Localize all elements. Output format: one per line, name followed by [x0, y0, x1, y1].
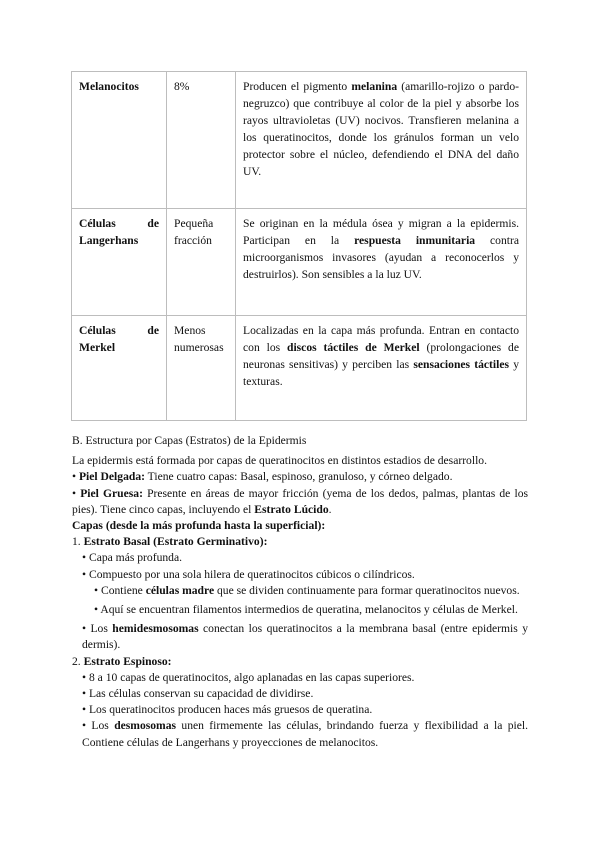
table-row — [72, 72, 527, 209]
list-item: • 8 a 10 capas de queratinocitos, algo aplanadas en las capas superiores. — [82, 670, 415, 684]
list-item: • Los hemidesmosomas conectan los queratinocitos a la membrana basal (entre epidermis y dermis). — [82, 622, 529, 652]
layers-heading: Capas (desde la más profunda hasta la superficial): — [72, 519, 326, 533]
list-item: • Aquí se encuentran filamentos intermedios de queratina, melanocitos y células de Merkel. — [94, 603, 518, 617]
table-row — [72, 209, 527, 316]
list-item: • Capa más profunda. — [82, 551, 183, 565]
list-item: • Los queratinocitos producen haces más gruesos de queratina. — [82, 703, 373, 717]
list-item: • Las células conservan su capacidad de dividirse. — [82, 687, 314, 701]
cell-description: Se originan en la médula ósea y migran a la epidermis. Participan en la respuesta inmunitaria contra microorganismos invasores (ayudan a reconocerlos y destruirlos). Son sensibles a la luz UV. — [236, 209, 527, 316]
cell-description: Localizadas en la capa más profunda. Entran en contacto con los discos táctiles de Merkel (prolongaciones de neuronas sensitivas) y perciben las sensaciones táctiles y texturas. — [236, 316, 527, 421]
list-item: • Compuesto por una sola hilera de queratinocitos cúbicos o cilíndricos. — [82, 567, 415, 581]
list-item: • Los desmosomas unen firmemente las células, brindando fuerza y flexibilidad a la piel. Contiene células de Langerhans y proyecciones de melanocitos. — [82, 719, 528, 749]
cell-description: Producen el pigmento melanina (amarillo-rojizo o pardo-negruzco) que contribuye al color de la piel y absorbe los rayos ultravioletas (UV) nocivos. Transfieren melanina a los queratinocitos, donde los gránulos forman un velo protector sobre el núcleo, defendiendo el DNA del daño UV. — [236, 72, 527, 209]
cell-amount: Menos numerosas — [167, 316, 236, 421]
table-row — [72, 316, 527, 421]
cell-amount: 8% — [167, 72, 236, 209]
cell-type: Células de Merkel — [72, 316, 167, 421]
cell-type: Células de Langerhans — [72, 209, 167, 316]
basal-heading: 1. Estrato Basal (Estrato Germinativo): — [72, 535, 268, 549]
cell-type: Melanocitos — [72, 72, 167, 209]
thin-skin-item: • Piel Delgada: Tiene cuatro capas: Basal, espinoso, granuloso, y córneo delgado. — [72, 470, 453, 484]
thick-skin-item: • Piel Gruesa: Presente en áreas de mayor fricción (yema de los dedos, palmas, plantas de los pies). Tiene cinco capas, incluyendo el Estrato Lúcido. — [72, 486, 528, 516]
body-text — [72, 433, 528, 751]
spinous-heading: 2. Estrato Espinoso: — [72, 654, 172, 668]
intro-paragraph: La epidermis está formada por capas de queratinocitos en distintos estadios de desarrollo. — [72, 454, 487, 468]
section-heading: B. Estructura por Capas (Estratos) de la Epidermis — [72, 434, 307, 447]
cell-amount: Pequeña fracción — [167, 209, 236, 316]
list-item: • Contiene células madre que se dividen continuamente para formar queratinocitos nuevos. — [94, 583, 520, 597]
epidermis-cells-table — [71, 71, 527, 421]
